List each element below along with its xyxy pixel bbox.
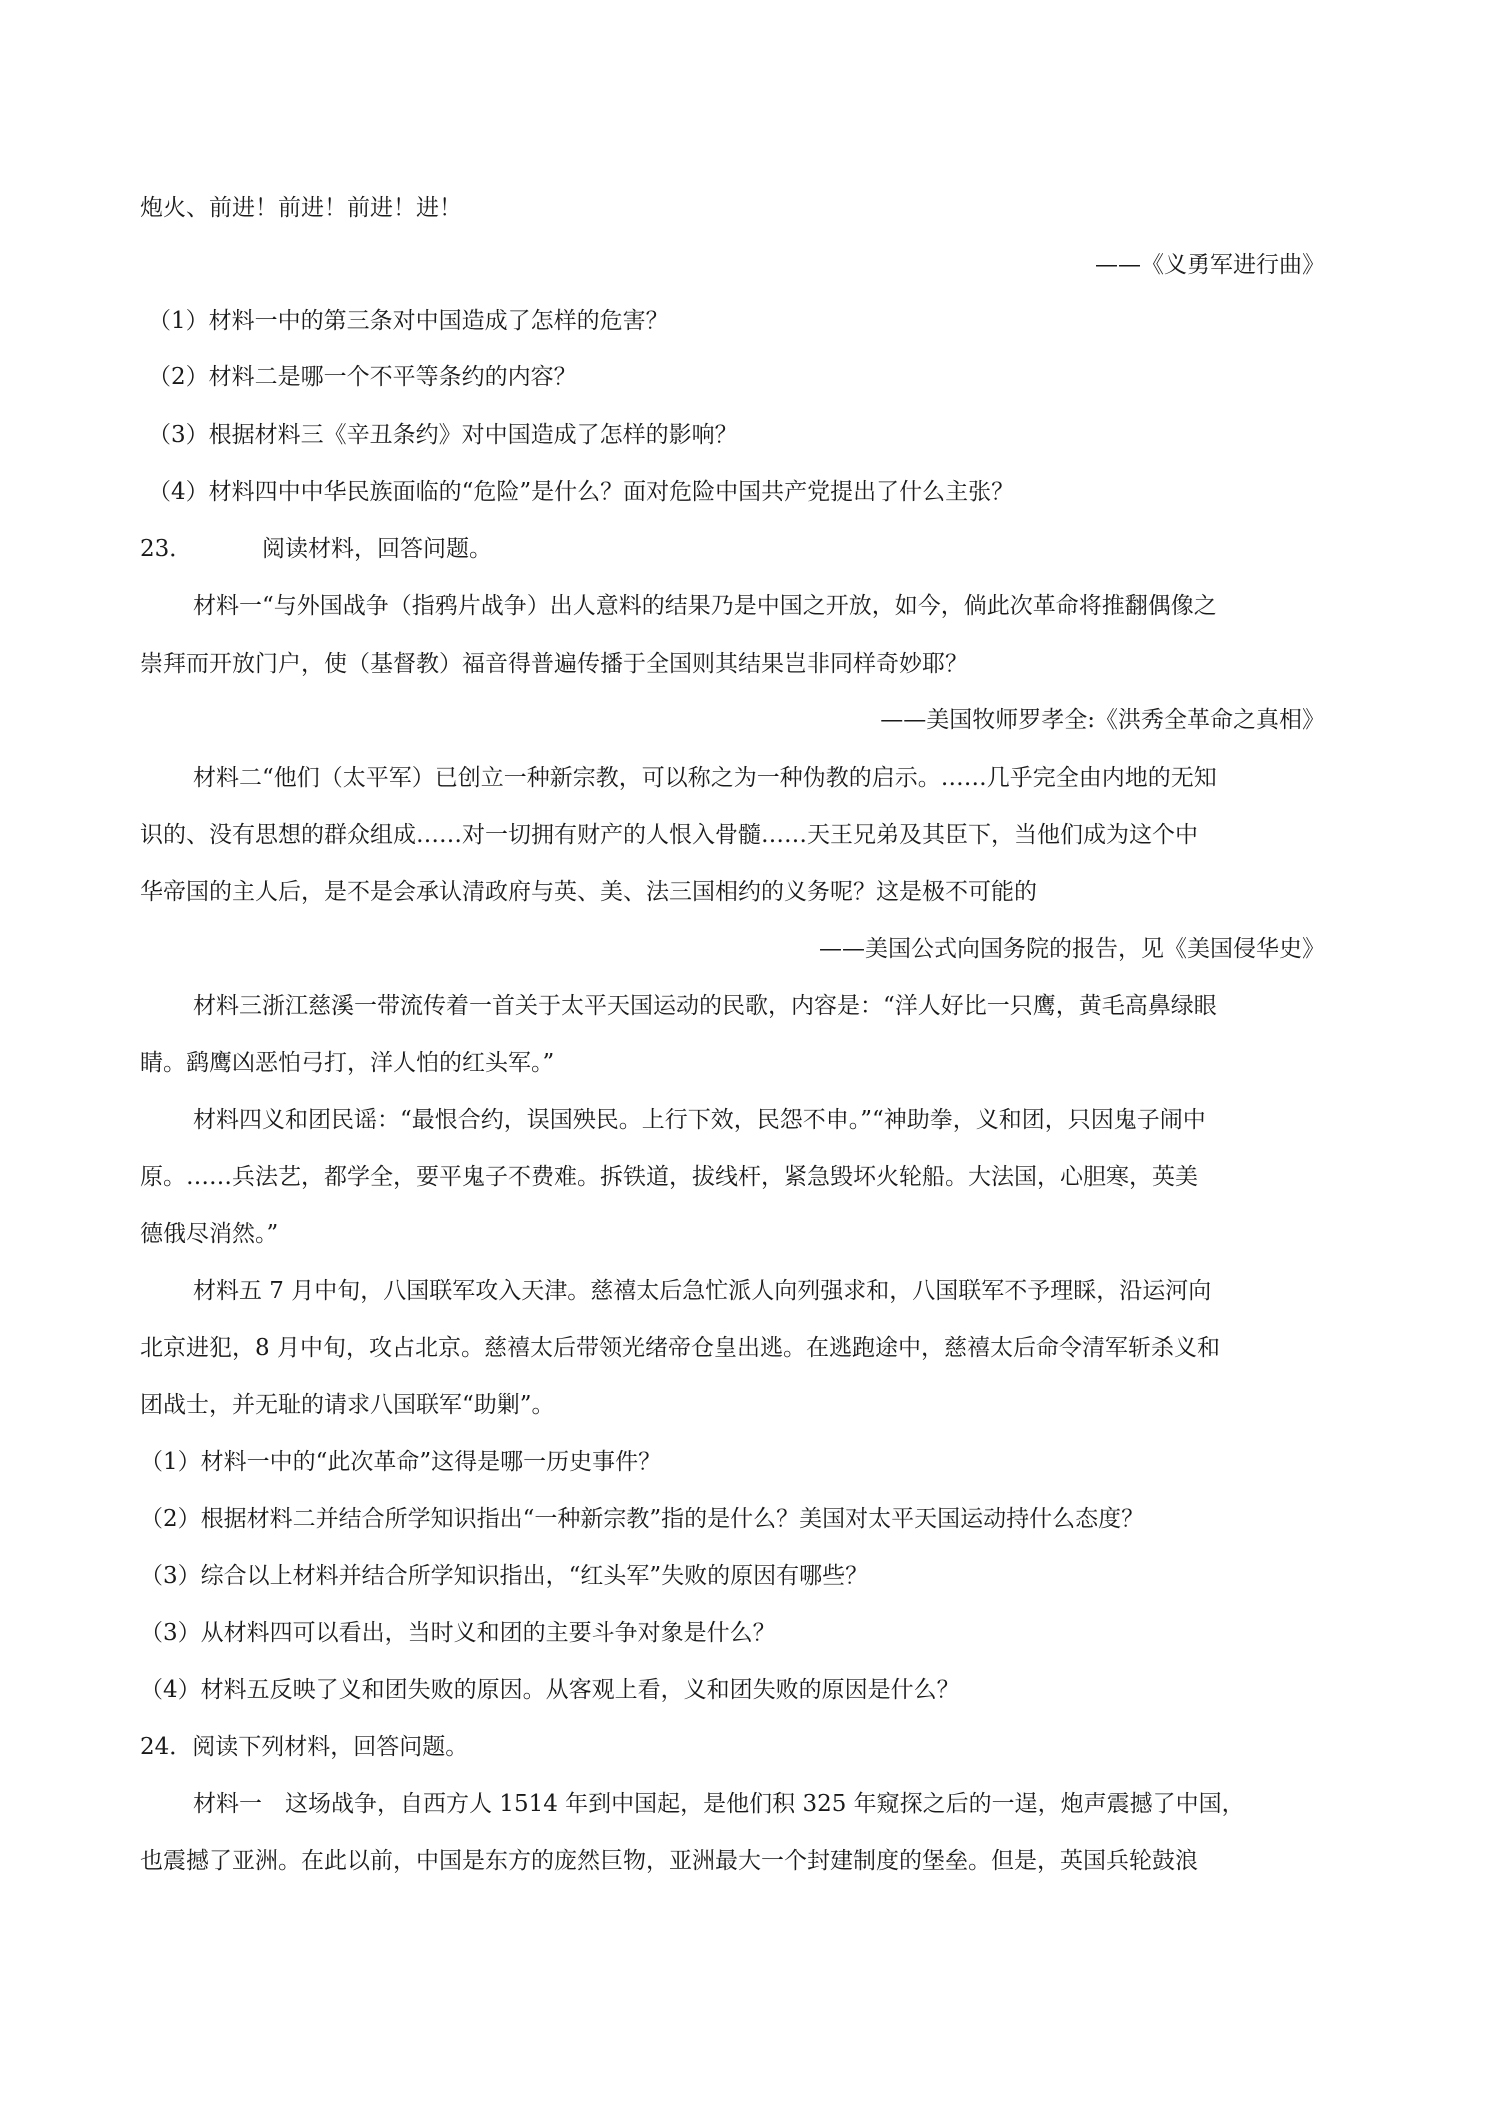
- text-line: 崇拜而开放门户，使（基督教）福音得普遍传播于全国则其结果岂非同样奇妙耶？: [140, 651, 968, 677]
- question-item: （4）材料四中中华民族面临的“危险”是什么？面对危险中国共产党提出了什么主张？: [148, 479, 1015, 505]
- text-line: 炮火、前进！前进！前进！进！: [140, 195, 462, 221]
- question-item: （4）材料五反映了义和团失败的原因。从客观上看，义和团失败的原因是什么？: [140, 1677, 960, 1703]
- text-line: 材料一“与外国战争（指鸦片战争）出人意料的结果乃是中国之开放，如今，倘此次革命将推翻偶像之: [193, 593, 1217, 619]
- question-item: （3）综合以上材料并结合所学知识指出，“红头军”失败的原因有哪些？: [140, 1563, 869, 1589]
- citation: ——《义勇军进行曲》: [1095, 252, 1325, 278]
- question-heading-23: [140, 534, 492, 564]
- text-line: 团战士，并无耻的请求八国联军“助剿”。: [140, 1392, 555, 1418]
- text-line: 材料二“他们（太平军）已创立一种新宗教，可以称之为一种伪教的启示。……几乎完全由内地的无知: [193, 765, 1217, 791]
- text-line: 德俄尽消然。”: [140, 1221, 279, 1247]
- question-item: （3）根据材料三《辛丑条约》对中国造成了怎样的影响？: [148, 422, 738, 448]
- text-line: 睛。鹞鹰凶恶怕弓打，洋人怕的红头军。”: [140, 1050, 555, 1076]
- question-item: （2）根据材料二并结合所学知识指出“一种新宗教”指的是什么？美国对太平天国运动持什么态度？: [140, 1506, 1145, 1532]
- text-line: 识的、没有思想的群众组成……对一切拥有财产的人恨入骨髓……天王兄弟及其臣下，当他们成为这个中: [140, 822, 1198, 848]
- citation: ——美国牧师罗孝全:《洪秀全革命之真相》: [880, 707, 1325, 733]
- text-line: 也震撼了亚洲。在此以前，中国是东方的庞然巨物，亚洲最大一个封建制度的堡垒。但是，英国兵轮鼓浪: [140, 1848, 1198, 1874]
- text-line: 原。……兵法艺，都学全，要平鬼子不费难。拆铁道，拔线杆，紧急毁坏火轮船。大法国，心胆寒，英美: [140, 1164, 1198, 1190]
- question-item: （1）材料一中的第三条对中国造成了怎样的危害？: [148, 308, 669, 334]
- text-line: 北京进犯，8 月中旬，攻占北京。慈禧太后带领光绪帝仓皇出逃。在逃跑途中，慈禧太后命令清军斩杀义和: [140, 1335, 1220, 1361]
- text-line: 材料一 这场战争，自西方人 1514 年到中国起，是他们积 325 年窥探之后的一逞，炮声震撼了中国，: [193, 1791, 1245, 1817]
- text-line: 华帝国的主人后，是不是会承认清政府与英、美、法三国相约的义务呢？这是极不可能的: [140, 879, 1037, 905]
- text-line: 材料三浙江慈溪一带流传着一首关于太平天国运动的民歌，内容是：“洋人好比一只鹰，黄毛高鼻绿眼: [193, 993, 1217, 1019]
- question-instruction: 阅读材料，回答问题。: [262, 536, 492, 562]
- question-number: 23．: [140, 536, 193, 562]
- question-item: （3）从材料四可以看出，当时义和团的主要斗争对象是什么？: [140, 1620, 776, 1646]
- citation: ——美国公式向国务院的报告，见《美国侵华史》: [819, 936, 1325, 962]
- question-heading-24: 24．阅读下列材料，回答问题。: [140, 1734, 469, 1760]
- text-line: 材料五 7 月中旬，八国联军攻入天津。慈禧太后急忙派人向列强求和，八国联军不予理睬，沿运河向: [193, 1278, 1212, 1304]
- question-item: （1）材料一中的“此次革命”这得是哪一历史事件？: [140, 1449, 662, 1475]
- question-item: （2）材料二是哪一个不平等条约的内容？: [148, 364, 577, 390]
- text-line: 材料四义和团民谣：“最恨合约，误国殃民。上行下效，民怨不申。”“神助拳，义和团，只因鬼子闹中: [193, 1107, 1206, 1133]
